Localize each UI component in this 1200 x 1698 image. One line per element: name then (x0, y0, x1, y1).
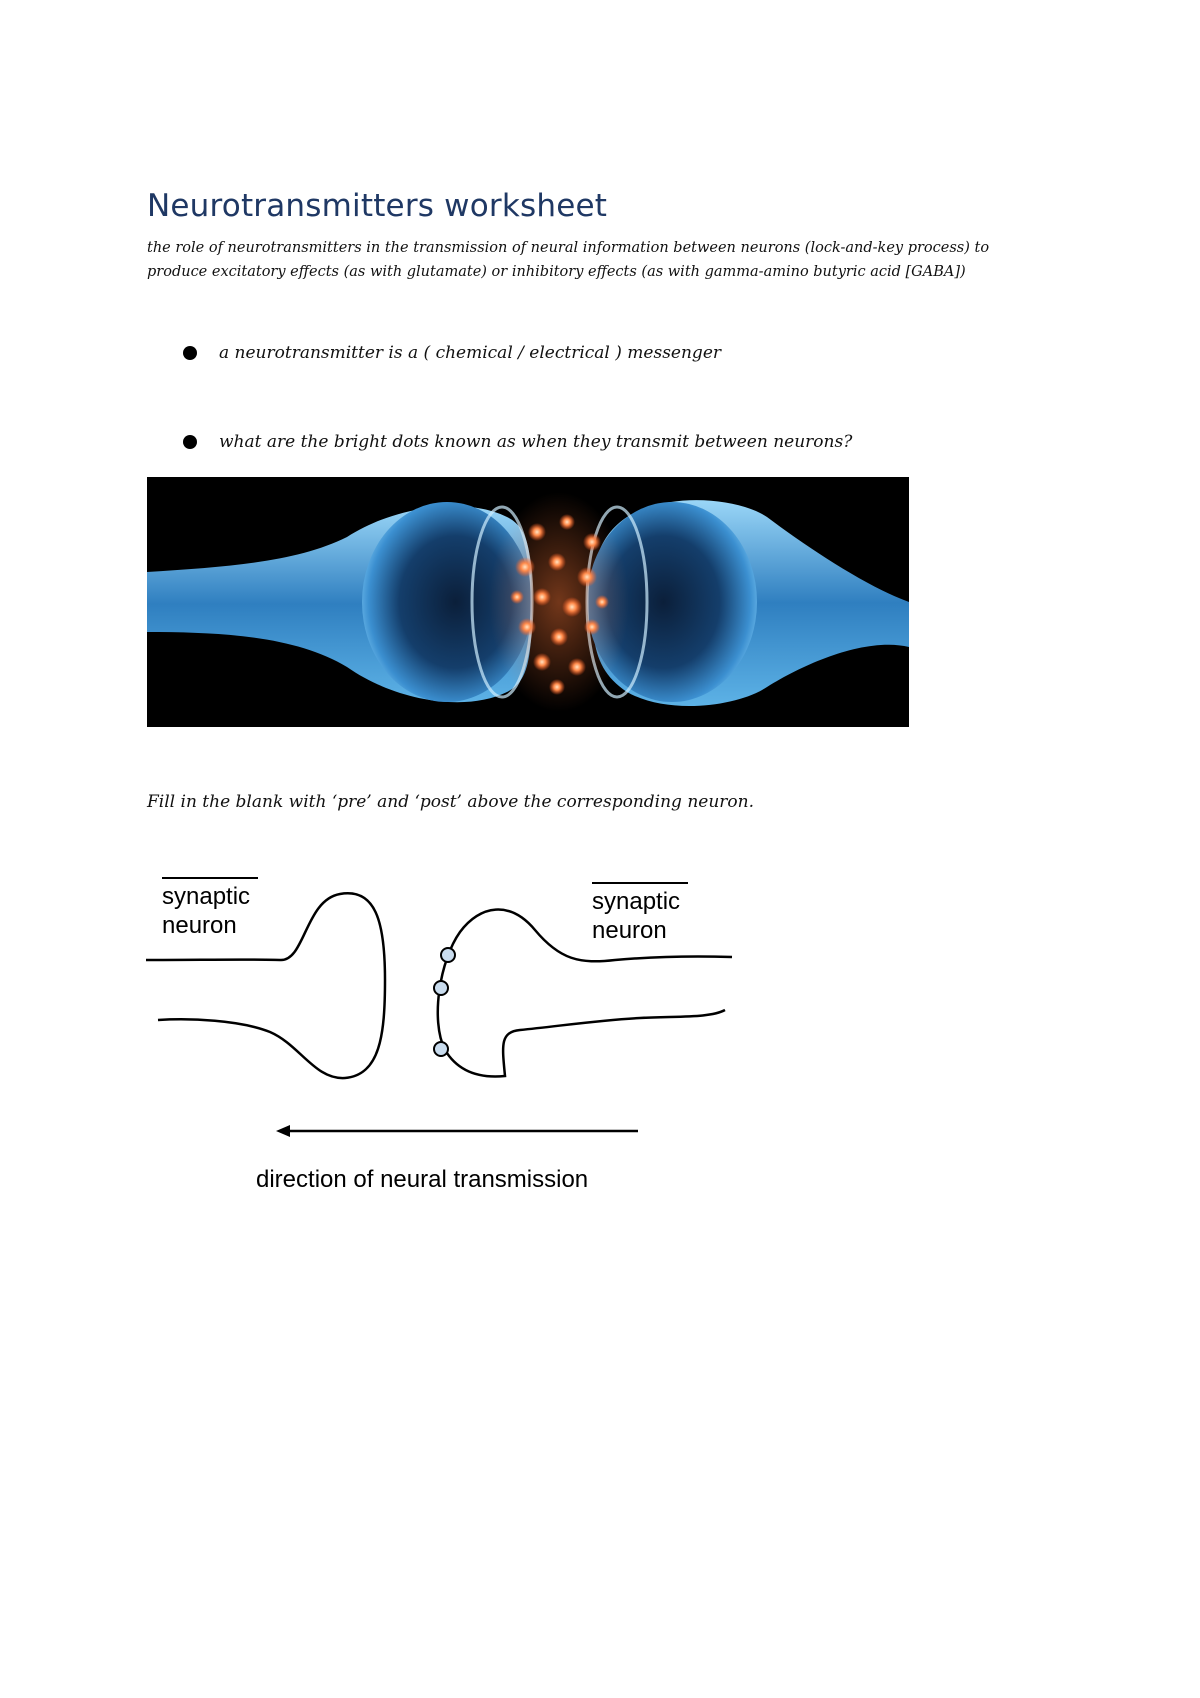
direction-label: direction of neural transmission (256, 1166, 589, 1193)
right-label-line2: neuron (592, 917, 667, 944)
bullet-item-2 (183, 432, 852, 452)
right-neuron-label (592, 887, 680, 945)
fill-in-instruction: Fill in the blank with ‘pre’ and ‘post’ above the corresponding neuron. (147, 792, 755, 812)
worksheet-subtitle: the role of neurotransmitters in the transmission of neural information between neurons (lock-and-key process) to produce excitatory effects (as with glutamate) or inhibitory effects (as with gamma-amino butyric acid [GABA]) (147, 240, 990, 280)
bullet-text-2: what are the bright dots known as when they transmit between neurons? (219, 432, 853, 452)
right-neuron-outline (438, 910, 732, 1077)
synapse-illustration (147, 477, 909, 727)
left-blank-line[interactable] (162, 877, 258, 879)
arrow-left-icon (276, 1125, 290, 1137)
vesicle-icon (441, 948, 455, 962)
bullet-item-1 (183, 343, 721, 363)
vesicle-icon (434, 1042, 448, 1056)
synapse-diagram (140, 860, 740, 1200)
bullet-dot-icon (183, 346, 197, 360)
worksheet-title: Neurotransmitters worksheet (147, 188, 608, 224)
left-label-line2: neuron (162, 912, 237, 939)
left-neuron-label (162, 882, 250, 940)
synapse-photo (147, 477, 909, 727)
right-label-line1: synaptic (592, 888, 681, 915)
left-label-line1: synaptic (162, 883, 251, 910)
bullet-text-1: a neurotransmitter is a ( chemical / electrical ) messenger (219, 343, 722, 363)
vesicle-icon (434, 981, 448, 995)
bullet-dot-icon (183, 435, 197, 449)
right-blank-line[interactable] (592, 882, 688, 884)
